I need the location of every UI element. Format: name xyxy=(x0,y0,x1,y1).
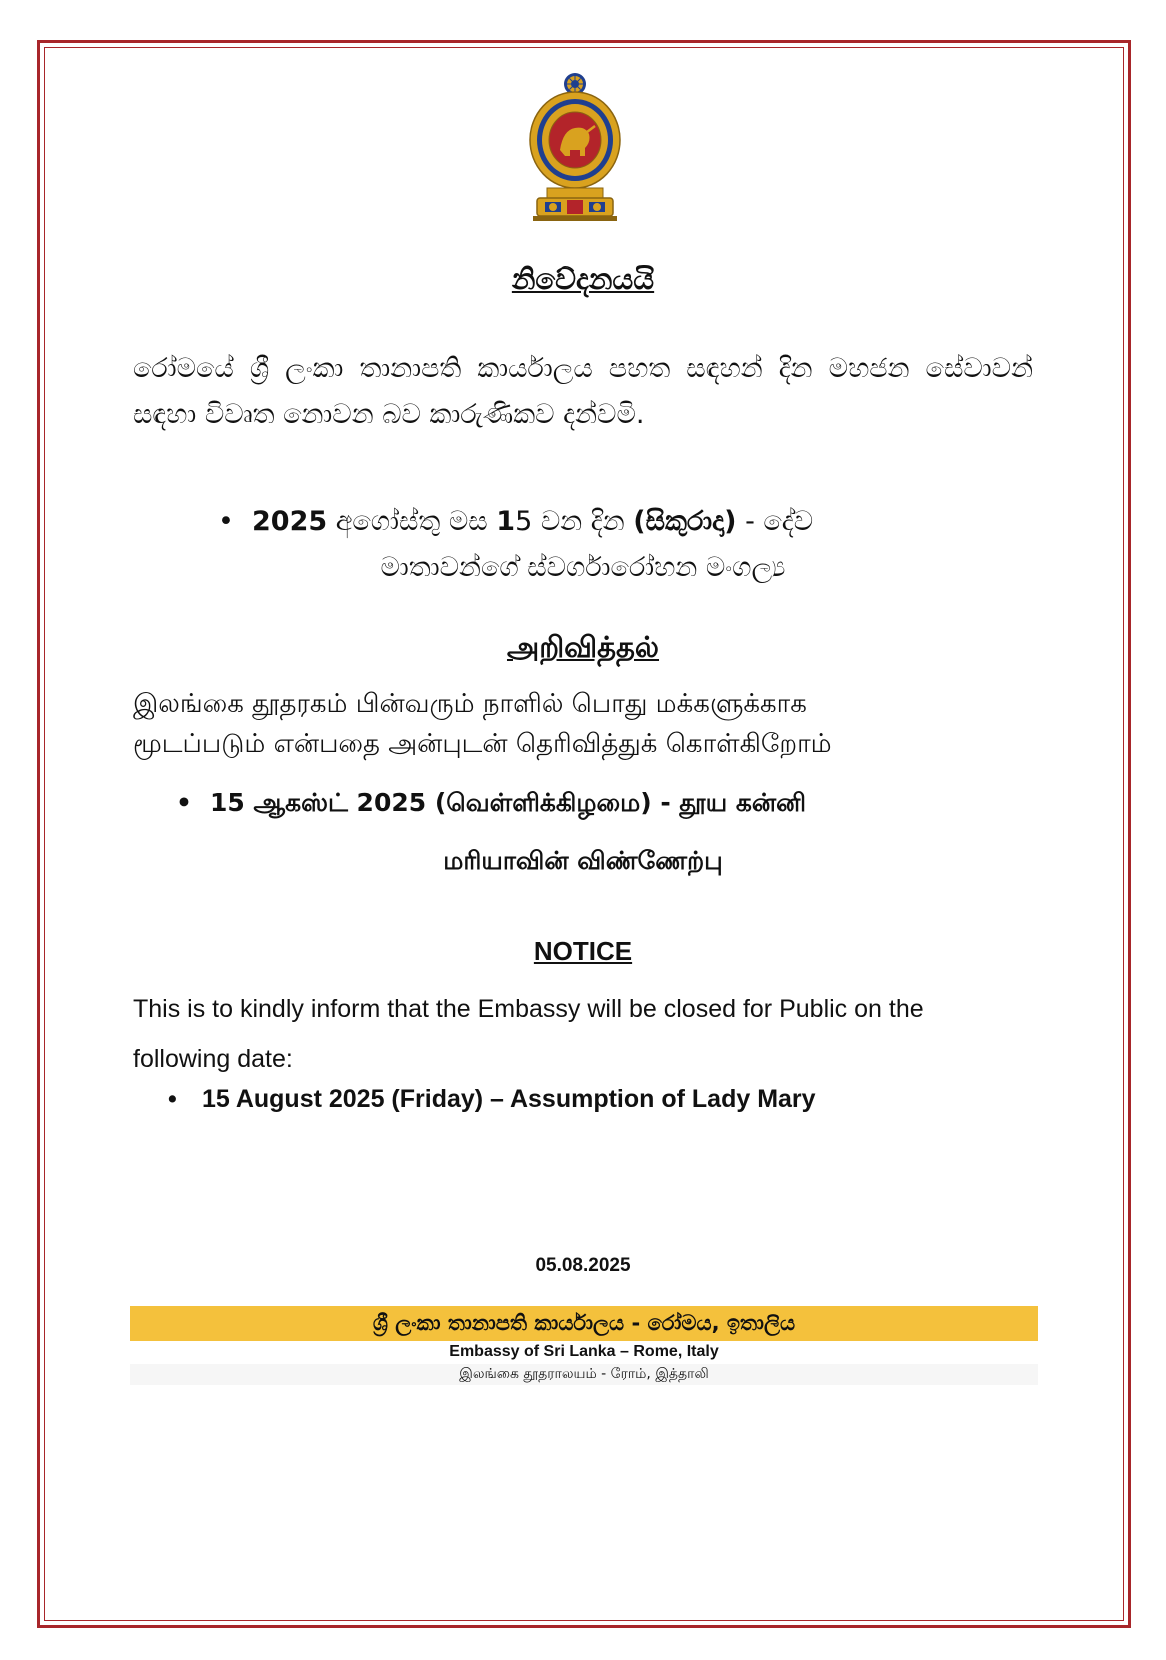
footer-english: Embassy of Sri Lanka – Rome, Italy xyxy=(449,1343,719,1360)
sinhala-bullet xyxy=(218,506,813,538)
english-bullet xyxy=(168,1085,816,1114)
bullet-dot: • xyxy=(218,506,234,537)
tamil-heading: அறிவித்தல் xyxy=(506,630,660,664)
sri-lanka-emblem-icon xyxy=(525,70,625,222)
footer-sinhala: ශ්‍රී ලංකා තානාපති කාර්යාලය - රෝමය, ඉතාලිය xyxy=(130,1306,1038,1341)
english-paragraph xyxy=(133,984,1033,1084)
bullet-dot: • xyxy=(176,788,192,817)
sinhala-bullet-year: 2025 xyxy=(252,506,328,537)
sinhala-bullet-end: - දේව xyxy=(745,506,814,537)
footer-tamil: இலங்கை தூதராலயம் - ரோம், இத்தாலி xyxy=(130,1364,1038,1385)
sinhala-paragraph: රෝමයේ ශ්‍රී ලංකා තානාපති කාර්යාලය පහත සඳහන් දින මහජන සේවාවන් සඳහා විවෘත නොවන බව කාරුණිකව දන්වමි. xyxy=(133,353,1033,430)
tamil-bullet-line2: மரியாவின் விண்ணேற்பு xyxy=(443,846,723,875)
sinhala-heading: නිවේදනයයි xyxy=(511,262,655,296)
sinhala-bullet-line2: මාතාවන්ගේ ස්වර්ගාරෝහන මංගල්‍ය xyxy=(380,552,786,583)
sinhala-bullet-day-rest: 5 වන දින xyxy=(515,506,625,537)
sinhala-bullet-day-digit: 1 xyxy=(496,506,516,537)
tamil-paragraph-line1: இலங்கை தூதரகம் பின்வரும் நாளில் பொது மக்களுக்காக xyxy=(133,689,807,719)
tamil-bullet-line1: 15 ஆகஸ்ட் 2025 (வெள்ளிக்கிழமை) - தூய கன்னி xyxy=(210,788,807,817)
sinhala-bullet-weekday: (සිකුරාදා) xyxy=(633,506,737,537)
notice-date: 05.08.2025 xyxy=(535,1255,631,1276)
tamil-paragraph-line2: மூடப்படும் என்பதை அன்புடன் தெரிவித்துக் கொள்கிறோம் xyxy=(133,729,832,759)
tamil-paragraph xyxy=(133,684,1033,764)
english-bullet-text: 15 August 2025 (Friday) – Assumption of Lady Mary xyxy=(202,1085,816,1113)
bullet-dot: • xyxy=(168,1085,177,1113)
tamil-bullet xyxy=(176,788,806,821)
english-paragraph-line1: This is to kindly inform that the Embassy will be closed for Public on the xyxy=(133,995,924,1023)
english-heading: NOTICE xyxy=(533,936,633,966)
english-paragraph-line2: following date: xyxy=(133,1045,293,1073)
sinhala-bullet-month: අගෝස්තු මස xyxy=(335,506,488,537)
